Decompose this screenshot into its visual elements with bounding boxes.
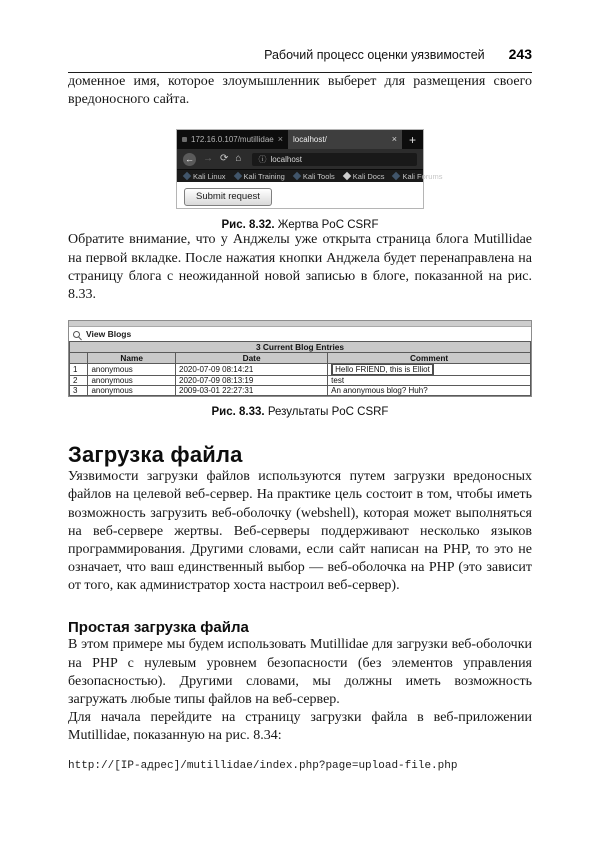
upload-url-code: http://[IP-адрес]/mutillidae/index.php?page=upload-file.php [68, 759, 458, 772]
tab-localhost[interactable] [288, 130, 402, 149]
cell-date: 2020-07-09 08:13:19 [176, 376, 328, 386]
reload-icon[interactable]: ⟳ [220, 153, 229, 165]
bookmark-kali-forums[interactable]: Kali Forums [393, 172, 442, 181]
cell-name: anonymous [88, 386, 176, 396]
paragraph-angela-redirect: Обратите внимание, что у Анджелы уже открыта страница блога Mutillidae на первой вкладке. После нажатия кнопки Анджела будет перенаправлена на страницу блога с неожиданной новой записью в блоге, показанной на рис. 8.33. [68, 232, 532, 302]
bookmark-favicon [183, 172, 191, 180]
url-text: localhost [270, 154, 303, 164]
cell-name: anonymous [88, 376, 176, 386]
bookmark-favicon [233, 172, 241, 180]
blog-entries-table [69, 341, 531, 396]
view-blogs-title: View Blogs [86, 329, 132, 340]
tab-label: 172.16.0.107/mutillidae [191, 135, 274, 145]
subsection-heading-simple-upload: Простая загрузка файла [68, 619, 249, 637]
close-icon[interactable]: × [391, 134, 397, 145]
bookmark-kali-tools[interactable]: Kali Tools [294, 172, 335, 181]
running-title: Рабочий процесс оценки уязвимостей [264, 48, 485, 62]
cell-index: 3 [70, 386, 88, 396]
browser-tab-bar [177, 130, 423, 149]
table-title-row [70, 342, 531, 353]
address-bar[interactable] [252, 153, 417, 166]
section-heading-file-upload: Загрузка файла [68, 442, 243, 468]
paragraph-upload-vulnerabilities: Уязвимости загрузки файлов используются путем загрузки вредоносных файлов на целевой веб-сервер. На практике цель состоит в том, чтобы иметь возможность загрузить веб-оболочку (webshell), которая может выполняться на веб-сервере жертвы. Веб-серверы поддерживают несколько языков программирования. Другими словами, если сайт написан на PHP, то это не означает, что ваш единственный выбор — веб-оболочка на PHP (это зависит от того, как администратор хоста настроил веб-сервер). [68, 469, 532, 594]
tab-label: localhost/ [293, 135, 327, 145]
figure-832-caption: Рис. 8.32. Жертва PoC CSRF [221, 219, 379, 232]
tab-mutillidae[interactable] [177, 130, 288, 149]
bookmark-favicon [343, 172, 351, 180]
highlighted-comment: Hello FRIEND, this is Elliot [331, 364, 434, 376]
table-title: 3 Current Blog Entries [70, 342, 531, 353]
figure-833-blog-screenshot [68, 320, 532, 397]
cell-comment [328, 364, 531, 376]
column-header-comment: Comment [328, 353, 531, 364]
bookmark-kali-docs[interactable]: Kali Docs [344, 172, 385, 181]
cell-name: anonymous [88, 364, 176, 376]
back-icon[interactable]: ← [185, 153, 194, 164]
cell-comment: An anonymous blog? Huh? [328, 386, 531, 396]
home-icon[interactable]: ⌂ [235, 153, 242, 165]
cell-index: 2 [70, 376, 88, 386]
figure-832-browser-screenshot [176, 129, 443, 209]
table-row [70, 376, 531, 386]
bookmarks-bar [177, 169, 443, 182]
new-tab-icon[interactable]: + [408, 132, 416, 147]
submit-request-button[interactable]: Submit request [184, 188, 272, 206]
tab-favicon [182, 137, 187, 142]
close-icon[interactable]: × [277, 134, 283, 145]
bookmark-kali-linux[interactable]: Kali Linux [184, 172, 226, 181]
table-row [70, 364, 531, 376]
figure-833-caption: Рис. 8.33. Результаты PoC CSRF [211, 406, 389, 419]
cell-date: 2009-03-01 22:27:31 [176, 386, 328, 396]
bookmark-kali-training[interactable]: Kali Training [235, 172, 285, 181]
info-icon: ⓘ [258, 154, 267, 164]
paragraph-example-intro: В этом примере мы будем использовать Mutillidae для загрузки веб-оболочки на PHP с нулевым уровнем безопасности (без элементов управления безопасностью). Другими словами, мы должны иметь возможность загружать любые типы файлов на веб-сервер. [68, 637, 532, 707]
paragraph-domain-name: доменное имя, которое злоумышленник выберет для размещения своего вредоносного сайта. [68, 74, 532, 108]
view-blogs-header [69, 327, 531, 341]
browser-page-content [177, 182, 423, 208]
browser-nav-bar [177, 149, 423, 169]
column-header-date: Date [176, 353, 328, 364]
cell-index: 1 [70, 364, 88, 376]
page-number: 243 [508, 46, 532, 62]
column-header-index [70, 353, 88, 364]
magnifier-icon [73, 331, 80, 338]
cell-date: 2020-07-09 08:14:21 [176, 364, 328, 376]
forward-icon[interactable]: → [203, 153, 213, 165]
cell-comment: test [328, 376, 531, 386]
bookmark-favicon [293, 172, 301, 180]
paragraph-navigate-instruction: Для начала перейдите на страницу загрузки файла в веб-приложении Mutillidae, показанную на рис. 8.34: [68, 710, 532, 744]
column-header-name: Name [88, 353, 176, 364]
bookmark-favicon [392, 172, 400, 180]
table-header-row [70, 353, 531, 364]
table-row [70, 386, 531, 396]
running-head [68, 0, 532, 73]
